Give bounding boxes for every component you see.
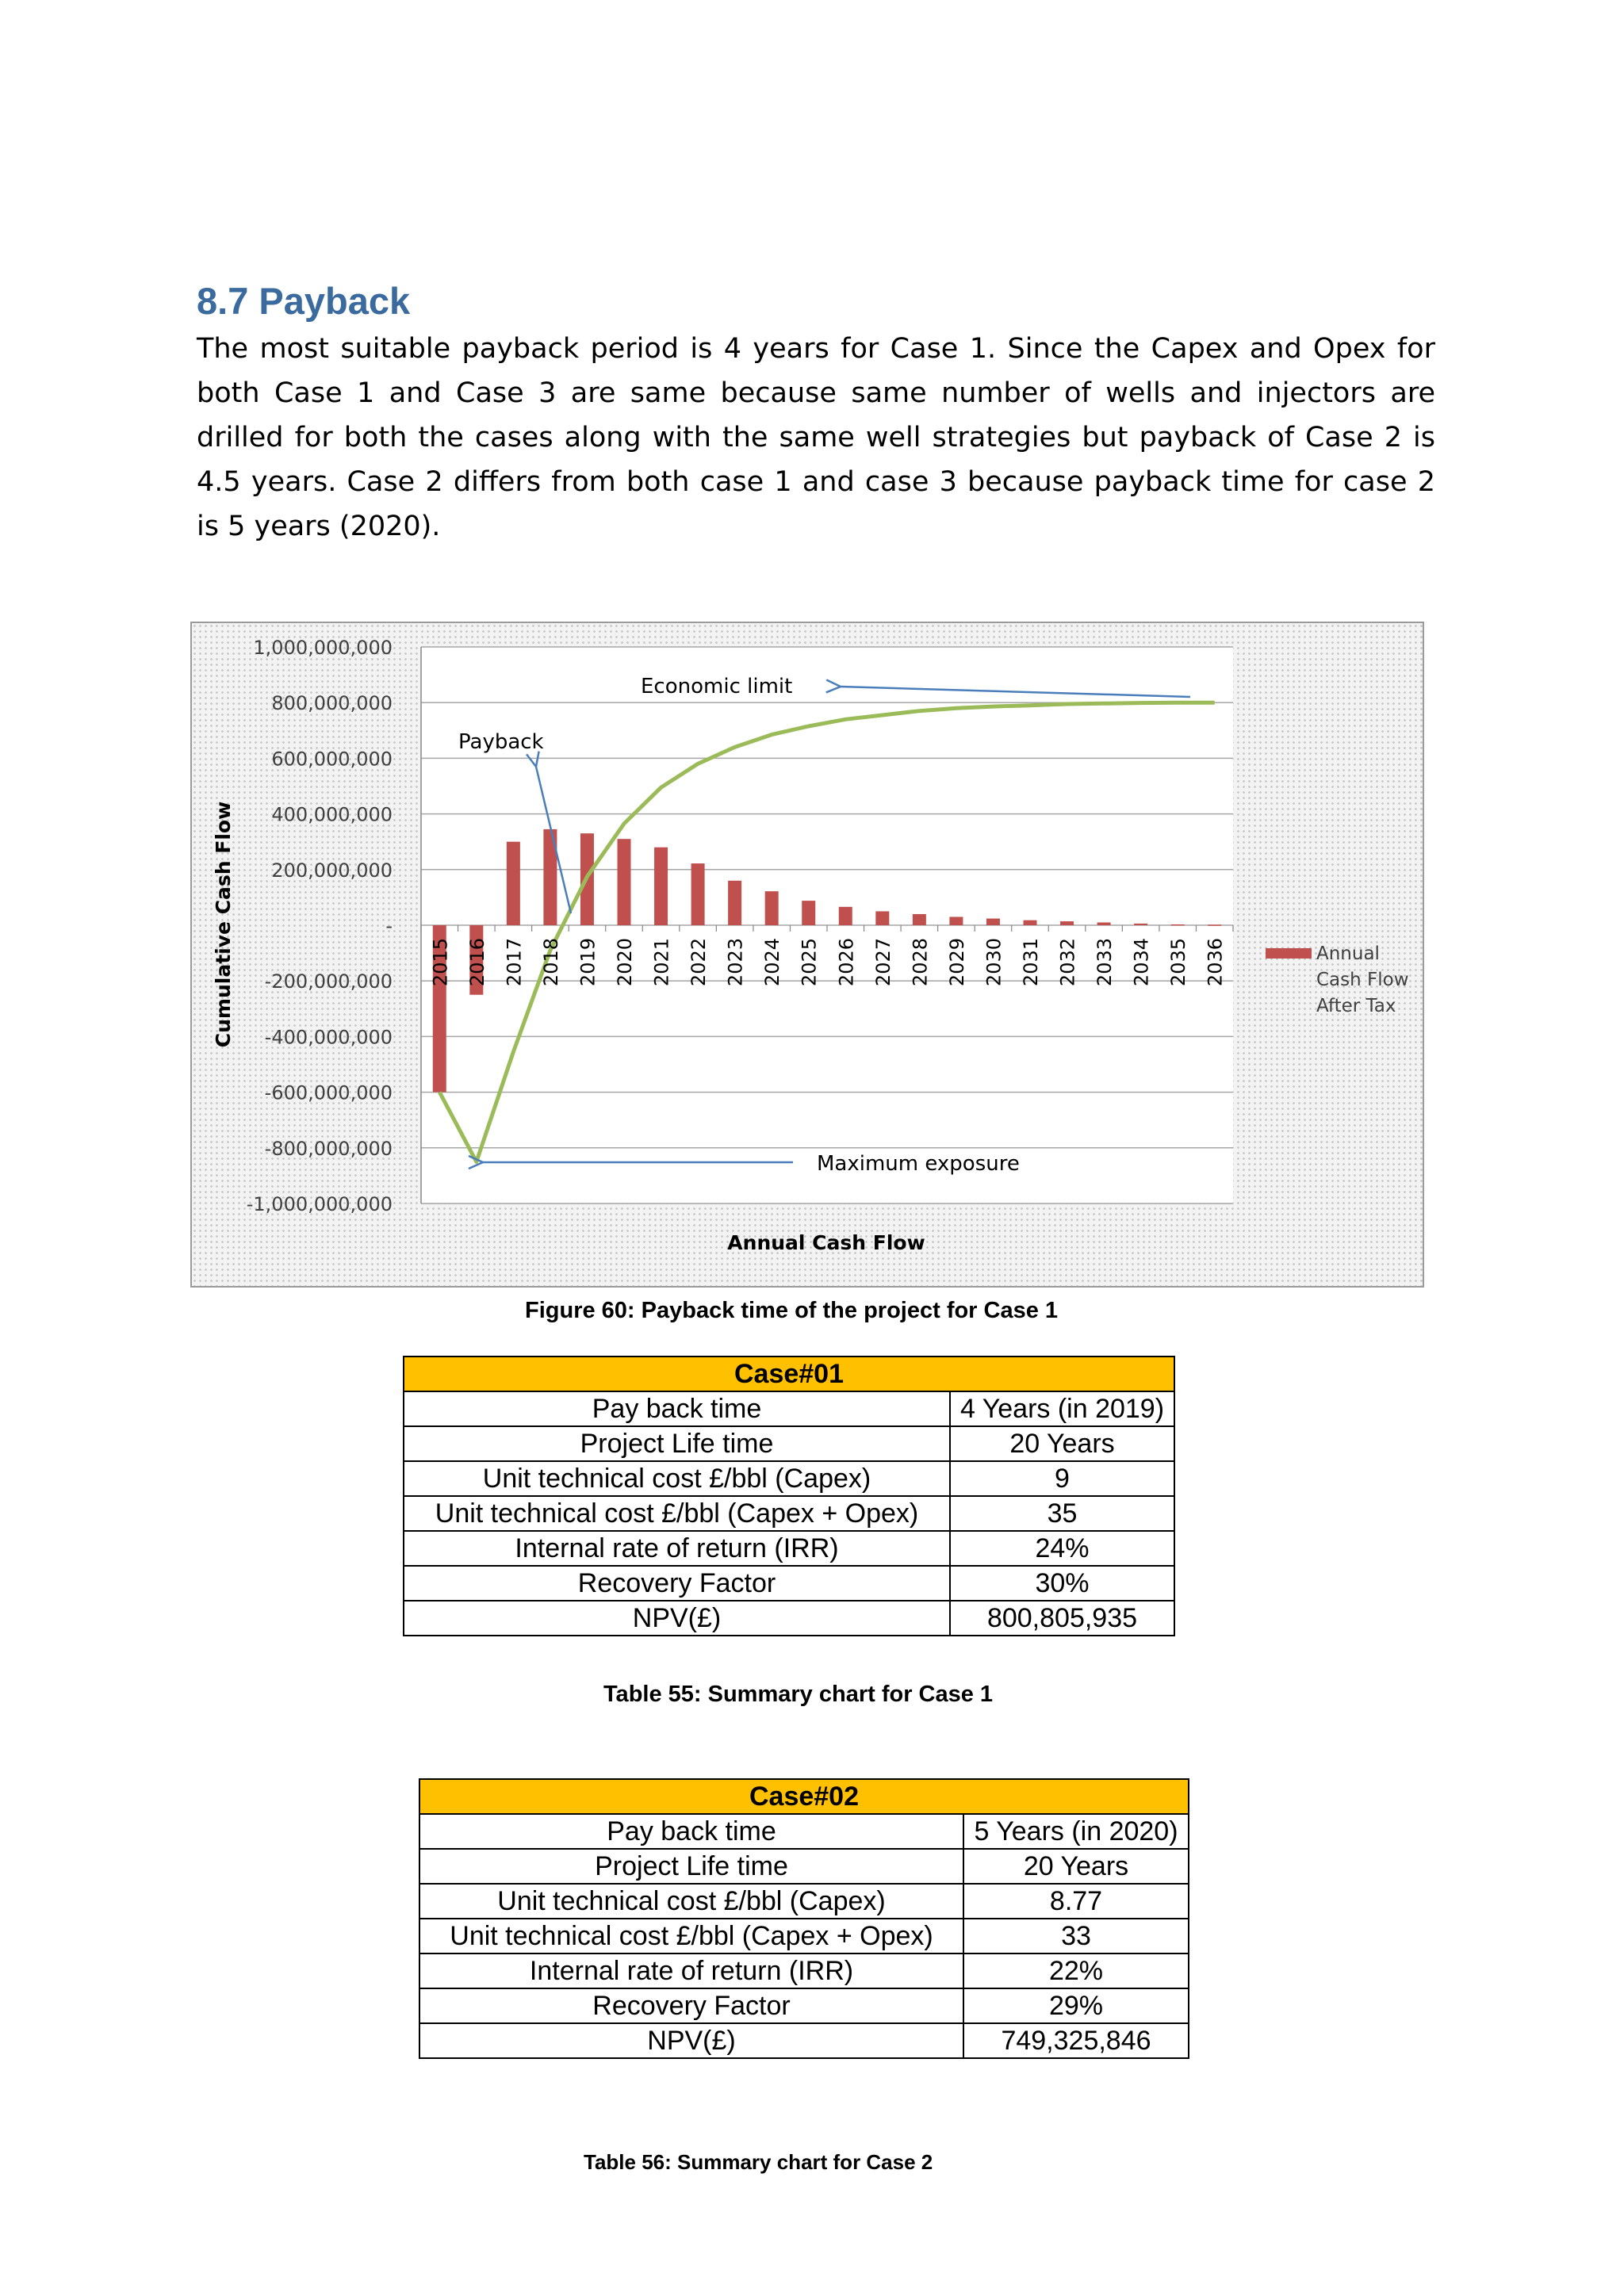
row-label: Pay back time [404,1391,950,1426]
row-value: 8.77 [963,1884,1189,1919]
summary-table-case-2 [419,1778,1189,2059]
row-label: Pay back time [419,1814,963,1849]
table-row [419,1884,1189,1919]
row-label: Project Life time [419,1849,963,1884]
table-row [419,1849,1189,1884]
figure-caption: Figure 60: Payback time of the project for Case 1 [525,1298,1059,1323]
bar-2034 [1134,924,1147,925]
x-tick-label: 2019 [576,938,599,987]
table-header: Case#02 [419,1779,1189,1814]
bar-2028 [913,914,926,925]
table-row [404,1496,1174,1531]
bar-2024 [765,891,779,925]
bar-2023 [728,881,741,925]
legend [1266,943,1409,1016]
section-title: 8.7 Payback [197,280,411,322]
x-tick-label: 2034 [1130,938,1153,987]
bar-2026 [839,907,852,925]
row-value: 800,805,935 [950,1601,1174,1636]
bar-2036 [1208,924,1221,926]
table-row [419,2023,1189,2058]
bar-2033 [1097,922,1111,925]
bar-2029 [949,916,963,925]
payback-chart-figure [190,622,1424,1288]
row-value: 22% [963,1954,1189,1988]
x-tick-label: 2036 [1204,938,1227,987]
row-label: Unit technical cost £/bbl (Capex + Opex) [404,1496,950,1531]
table-row [404,1461,1174,1496]
payback-chart [192,623,1426,1289]
legend-swatch [1266,948,1312,959]
row-value: 749,325,846 [963,2023,1189,2058]
x-tick-label: 2016 [465,938,488,987]
row-value: 20 Years [963,1849,1189,1884]
row-label: Unit technical cost £/bbl (Capex) [419,1884,963,1919]
table-row [404,1566,1174,1601]
row-label: Recovery Factor [419,1988,963,2023]
row-label: Internal rate of return (IRR) [404,1531,950,1566]
row-value: 33 [963,1919,1189,1954]
x-tick-label: 2023 [724,938,747,987]
y-tick-label: -400,000,000 [264,1026,393,1049]
x-tick-label: 2015 [429,938,452,987]
table-row [404,1531,1174,1566]
y-axis-label: Cumulative Cash Flow [212,801,235,1048]
bar-2031 [1024,920,1037,925]
payback-label: Payback [458,730,544,754]
row-label: Unit technical cost £/bbl (Capex + Opex) [419,1919,963,1954]
bar-2022 [691,863,705,925]
x-tick-label: 2030 [982,938,1005,987]
x-tick-label: 2033 [1094,938,1116,987]
bar-2032 [1060,921,1074,925]
x-tick-label: 2025 [798,938,821,987]
row-value: 4 Years (in 2019) [950,1391,1174,1426]
bar-2017 [507,842,520,925]
maximum-exposure-label: Maximum exposure [817,1152,1020,1176]
economic-limit-label: Economic limit [641,675,793,698]
bar-2021 [654,848,668,925]
y-tick-label: -800,000,000 [264,1137,393,1160]
y-tick-label: 800,000,000 [271,692,393,715]
bar-2035 [1171,924,1185,926]
row-label: Internal rate of return (IRR) [419,1954,963,1988]
table-row [419,1954,1189,1988]
row-value: 29% [963,1988,1189,2023]
row-value: 5 Years (in 2020) [963,1814,1189,1849]
x-tick-label: 2018 [539,938,562,987]
x-tick-label: 2032 [1056,938,1079,987]
x-tick-label: 2035 [1167,938,1190,987]
payback-paragraph: The most suitable payback period is 4 years for Case 1. Since the Capex and Opex for both Case 1 and Case 3 are same because same number of wells and injectors are drilled for both the cases along with the same well strategies but payback of Case 2 is 4.5 years. Case 2 differs from both case 1 and case 3 because payback time for case 2 is 5 years (2020). [197,333,1435,542]
x-tick-label: 2017 [503,938,526,987]
table-56-caption: Table 56: Summary chart for Case 2 [584,2150,933,2174]
y-tick-label: 200,000,000 [271,859,393,882]
row-label: Project Life time [404,1426,950,1461]
table-header: Case#01 [404,1357,1174,1391]
table-row [404,1426,1174,1461]
y-tick-label: 400,000,000 [271,803,393,826]
bar-2025 [802,901,815,925]
row-value: 9 [950,1461,1174,1496]
y-tick-label: 600,000,000 [271,748,393,771]
y-tick-label: -600,000,000 [264,1081,393,1104]
y-tick-labels [247,637,393,1215]
x-tick-label: 2026 [835,938,858,987]
x-tick-label: 2021 [650,938,673,987]
table-row [419,1919,1189,1954]
y-tick-label: -1,000,000,000 [246,1193,393,1215]
row-value: 24% [950,1531,1174,1566]
y-tick-label: 1,000,000,000 [253,637,393,659]
bar-2030 [986,919,1000,925]
x-tick-label: 2028 [909,938,932,987]
table-row [404,1391,1174,1426]
row-label: Unit technical cost £/bbl (Capex) [404,1461,950,1496]
legend-label: Annual Cash Flow After Tax [1316,943,1409,1016]
table-row [419,1988,1189,2023]
row-label: NPV(£) [419,2023,963,2058]
x-axis-label: Annual Cash Flow [727,1231,925,1254]
y-tick-label: -200,000,000 [264,970,393,993]
x-tick-label: 2020 [614,938,636,987]
x-tick-label: 2029 [945,938,968,987]
summary-table-case-1 [403,1356,1175,1636]
row-label: Recovery Factor [404,1566,950,1601]
table-row [419,1814,1189,1849]
x-tick-label: 2027 [871,938,894,987]
row-value: 30% [950,1566,1174,1601]
y-tick-label: - [385,915,393,937]
bar-2020 [618,839,631,925]
row-value: 20 Years [950,1426,1174,1461]
x-tick-label: 2022 [688,938,710,987]
table-row [404,1601,1174,1636]
bar-2027 [875,911,889,925]
row-value: 35 [950,1496,1174,1531]
x-tick-label: 2024 [761,938,784,987]
x-tick-label: 2031 [1020,938,1042,987]
table-55-caption: Table 55: Summary chart for Case 1 [603,1682,994,1707]
row-label: NPV(£) [404,1601,950,1636]
